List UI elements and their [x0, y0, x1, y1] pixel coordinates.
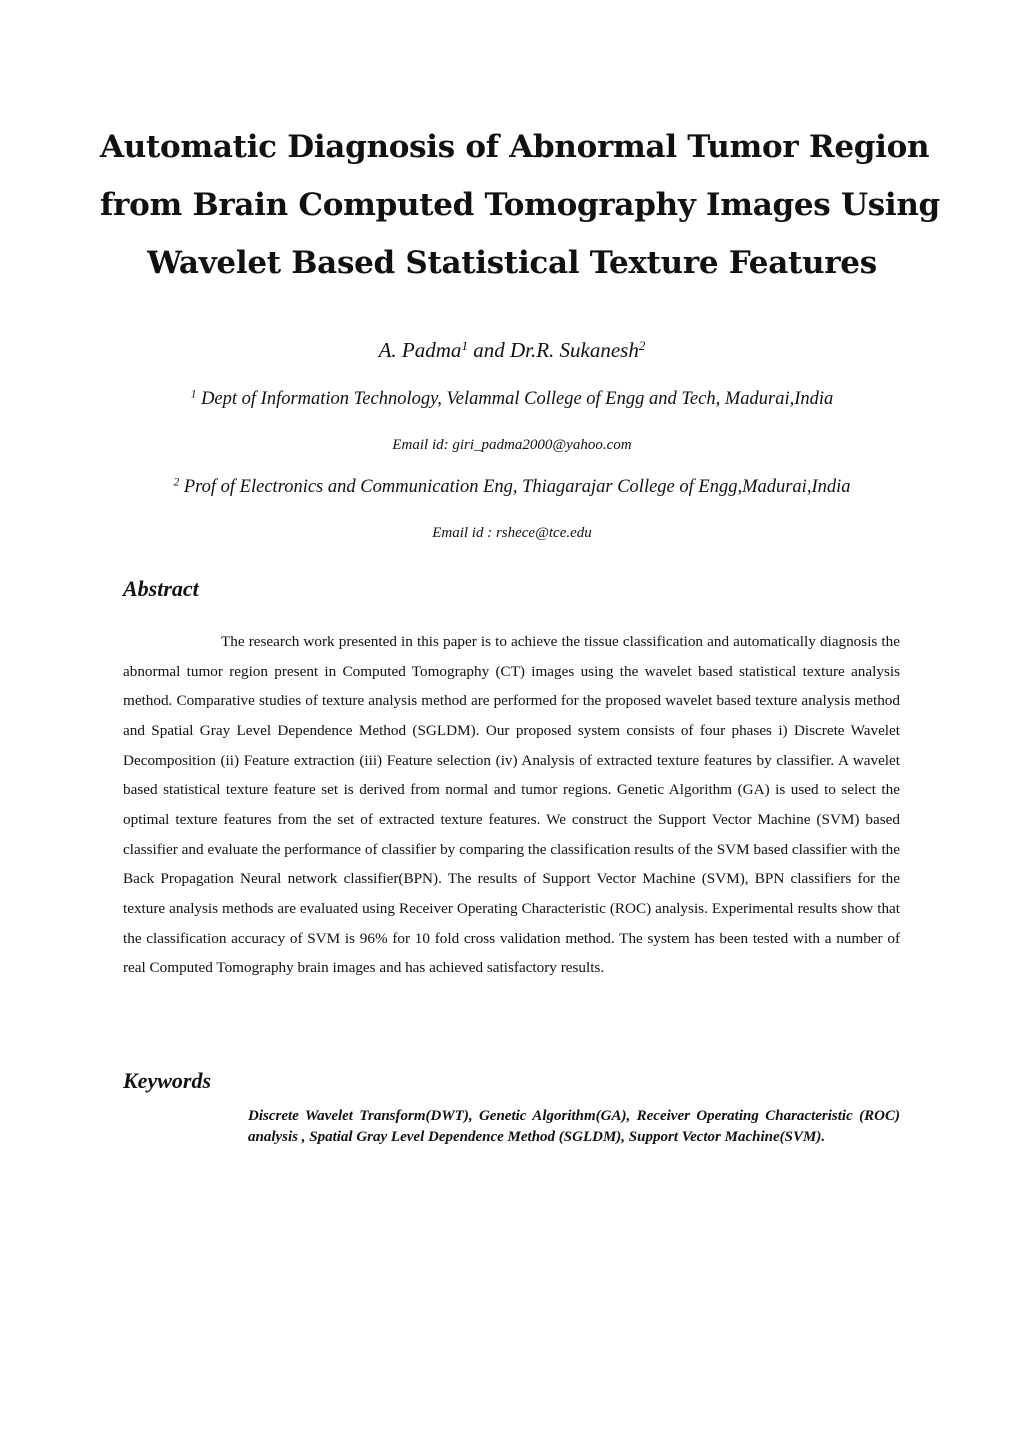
paper-title — [100, 118, 940, 292]
affiliation-1-text: Dept of Information Technology, Velammal College of Engg and Tech, Madurai,India — [196, 389, 834, 409]
author-2-affiliation-mark: 2 — [638, 337, 646, 353]
abstract-heading: Abstract — [123, 576, 199, 601]
author-1-affiliation-mark: 1 — [461, 337, 468, 353]
affiliation-2-email: Email id : rshece@tce.edu — [432, 525, 592, 541]
author-1-name: A. Padma — [378, 338, 462, 362]
affiliation-2-text: Prof of Electronics and Communication Eng, Thiagarajar College of Engg,Madurai,India — [179, 477, 851, 497]
title-line-1: Automatic Diagnosis of Abnormal Tumor Region — [100, 129, 930, 165]
author-2-name: and Dr.R. Sukanesh — [467, 338, 639, 362]
abstract-body: The research work presented in this paper is to achieve the tissue classification and automatically diagnosis the abnormal tumor region present in Computed Tomography (CT) images using the wavelet based statistical texture analysis method. Comparative studies of texture analysis method are performed for the proposed wavelet based texture analysis method and Spatial Gray Level Dependence Method (SGLDM). Our proposed system consists of four phases i) Discrete Wavelet Decomposition (ii) Feature extraction (iii) Feature selection (iv) Analysis of extracted texture features by classifier. A wavelet based statistical texture feature set is derived from normal and tumor regions. Genetic Algorithm (GA) is used to select the optimal texture features from the set of extracted texture features. We construct the Support Vector Machine (SVM) based classifier and evaluate the performance of classifier by comparing the classification results of the SVM based classifier with the Back Propagation Neural network classifier(BPN). The results of Support Vector Machine (SVM), BPN classifiers for the texture analysis methods are evaluated using Receiver Operating Characteristic (ROC) analysis. Experimental results show that the classification accuracy of SVM is 96% for 10 fold cross validation method. The system has been tested with a number of real Computed Tomography brain images and has achieved satisfactory results. — [123, 633, 900, 977]
keywords-body: Discrete Wavelet Transform(DWT), Genetic Algorithm(GA), Receiver Operating Characteristic (ROC) analysis , Spatial Gray Level Dependence Method (SGLDM), Support Vector Machine(SVM). — [248, 1108, 900, 1145]
keywords-heading: Keywords — [123, 1068, 211, 1093]
author-line — [0, 338, 1024, 363]
title-line-2: from Brain Computed Tomography Images Using — [100, 187, 940, 223]
affiliation-1-email: Email id: giri_padma2000@yahoo.com — [392, 437, 632, 453]
title-line-3: Wavelet Based Statistical Texture Features — [147, 245, 877, 281]
affiliation-2-mark: 2 — [173, 476, 180, 489]
affiliation-1-mark: 1 — [190, 388, 197, 401]
affiliation-2 — [0, 477, 1024, 498]
affiliation-1 — [0, 389, 1024, 410]
